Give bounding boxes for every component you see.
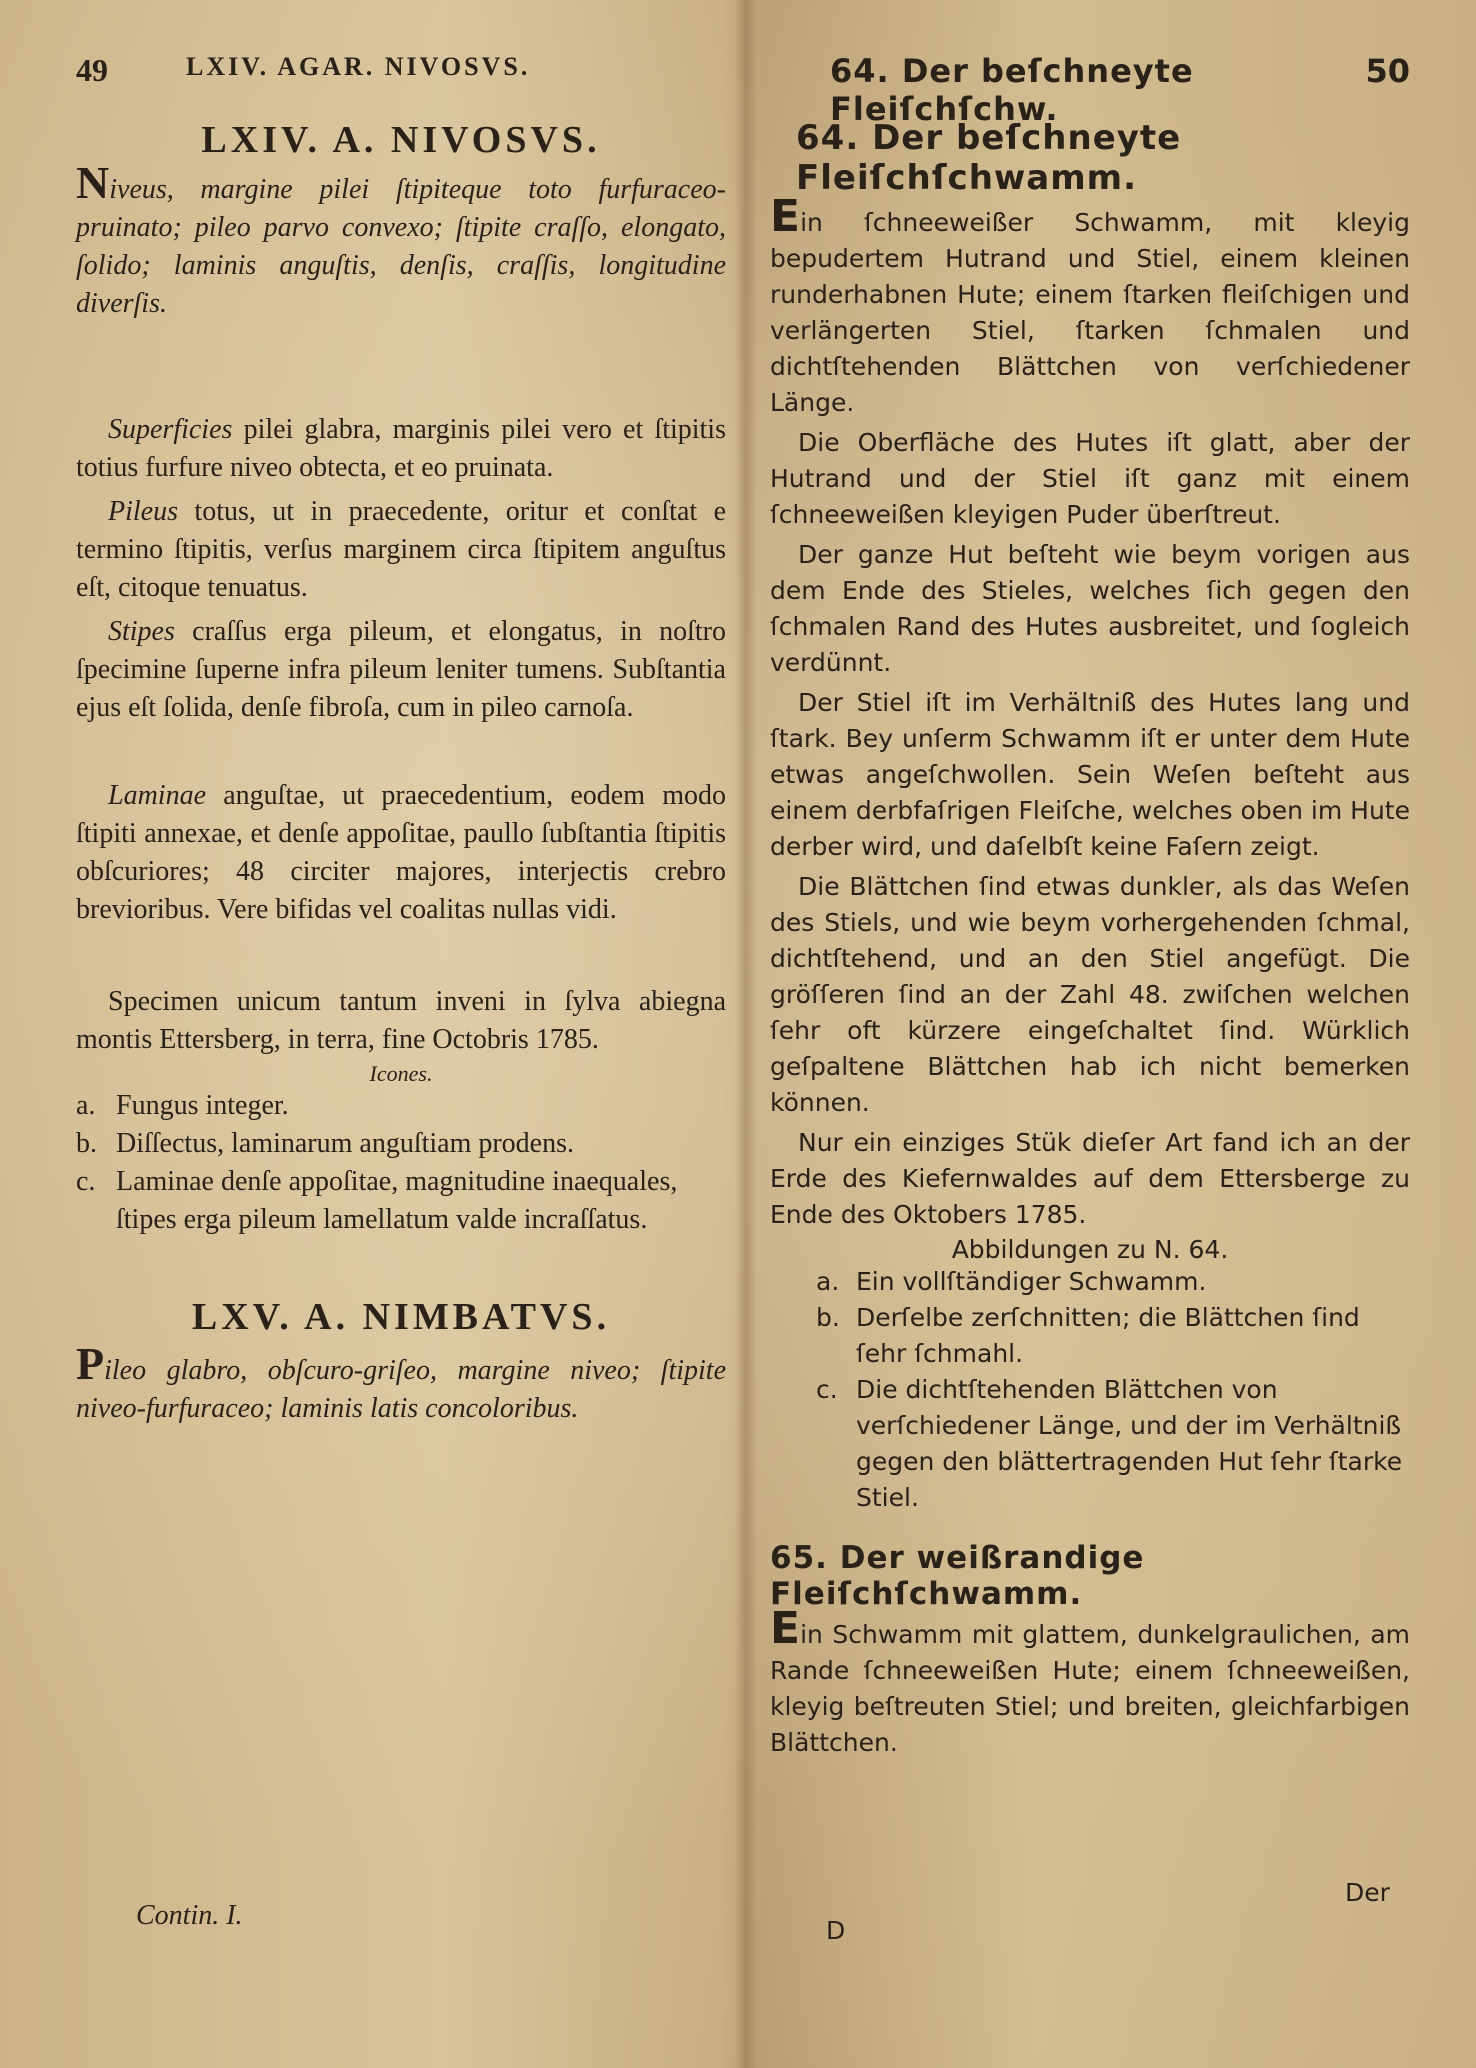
right-page-number: 50 [1365, 52, 1410, 90]
list-text: Fungus integer. [116, 1090, 289, 1121]
diagnosis-lxv [76, 1338, 726, 1428]
icones-title-german: Abbildungen zu N. 64. [951, 1235, 1229, 1264]
para-blaettchen: Die Blättchen ſind etwas dunkler, als das Weſen des Stiels, und wie beym vorhergehenden ſchmal, dichtſtehend, und an den Stiel angefügt. Die gröſſeren ſind an der Zahl 48. zwiſchen welchen ſehr oft kürzere eingeſchaltet ſind. Würklich geſpaltene Blättchen hab ich nicht bemerken können. [770, 872, 1410, 1117]
term-stipes: Stipes [108, 616, 175, 647]
diagnosis-65-german [770, 1603, 1410, 1761]
text-laminae: anguſtae, ut praecedentium, eodem modo ſtipiti annexae, et denſe appoſitae, paullo ſubſtantia ſtipitis obſcuriores; 48 circiter majores, interjectis crebro brevioribus. Vere bifidas vel coalitas nullas vidi. [76, 780, 726, 925]
left-running-title: LXIV. AGAR. NIVOSVS. [186, 52, 531, 81]
list-letter: b. [816, 1303, 840, 1332]
para-stiel: Der Stiel iſt im Verhältniß des Hutes lang und ſtark. Bey unſerm Schwamm iſt er unter dem Hute etwas angeſchwollen. Sein Weſen beſteht aus einem derbfaſrigen Fleiſche, welches oben im Hute derber wird, und daſelbſt keine Faſern zeigt. [770, 688, 1410, 861]
list-item [76, 1125, 726, 1163]
para-pileus [76, 493, 726, 607]
para-fundort: Nur ein einziges Stük dieſer Art fand ich an der Erde des Kiefernwaldes auf dem Ettersberge zu Ende des Oktobers 1785. [770, 1128, 1410, 1229]
list-item [816, 1300, 1410, 1372]
list-text: Ein vollſtändiger Schwamm. [856, 1267, 1207, 1296]
list-item [76, 1087, 726, 1125]
list-item [816, 1264, 1410, 1300]
text-superficies: pilei glabra, marginis pilei vero et ſtipitis totius furfure niveo obtecta, et eo pruinata. [76, 414, 726, 483]
list-text: Derſelbe zerſchnitten; die Blättchen ſind ſehr ſchmahl. [856, 1303, 1360, 1368]
list-letter: b. [76, 1128, 97, 1159]
left-page-number: 49 [76, 52, 108, 88]
right-text-block [770, 118, 1410, 1761]
page-gutter [735, 0, 757, 2068]
dropcap-p: P [76, 1338, 105, 1389]
text-pileus: totus, ut in praecedente, oritur et conſtat e termino ſtipitis, verſus marginem circa ſtipitem anguſtus eſt, citoque tenuatus. [76, 496, 726, 603]
term-pileus: Pileus [108, 496, 178, 527]
dropcap-e: E [770, 191, 801, 242]
list-text: Laminae denſe appoſitae, magnitudine inaequales, ſtipes erga pileum lamellatum valde incraſſatus. [116, 1166, 678, 1235]
diagnosis-64-german [770, 191, 1410, 421]
signature-mark: D [826, 1916, 846, 1945]
text-stipes: craſſus erga pileum, et elongatus, in noſtro ſpecimine ſuperne infra pileum leniter tumens. Subſtantia ejus eſt ſolida, denſe fibroſa, cum in pileo carnoſa. [76, 616, 726, 723]
icones-list-german [770, 1264, 1410, 1516]
dropcap-e-65: E [770, 1603, 801, 1654]
heading-lxiv: LXIV. A. NIVOSVS. [201, 119, 601, 161]
term-superficies: Superficies [108, 414, 233, 445]
list-letter: c. [816, 1375, 838, 1404]
right-running-title: 64. Der beſchneyte Fleiſchſchw. [830, 52, 1194, 128]
para-stipes [76, 613, 726, 727]
heading-64-german: 64. Der beſchneyte Fleiſchſchwamm. [796, 118, 1182, 198]
list-text: Die dichtſtehenden Blättchen von verſchiedener Länge, und der im Verhältniß gegen den blättertragenden Hut ſehr ſtarke Stiel. [856, 1375, 1403, 1512]
list-item [816, 1372, 1410, 1516]
heading-lxv: LXV. A. NIMBATVS. [191, 1296, 611, 1338]
diagnosis-lxiv [76, 157, 726, 323]
para-laminae [76, 777, 726, 929]
list-letter: a. [76, 1090, 96, 1121]
catchword: Der [1345, 1878, 1390, 1907]
icones-title-latin: Icones. [369, 1061, 433, 1086]
para-specimen: Specimen unicum tantum inveni in ſylva abiegna montis Ettersberg, in terra, fine Octobris 1785. [76, 986, 726, 1055]
heading-65-german: 65. Der weißrandige Fleiſchſchwamm. [770, 1540, 1145, 1612]
para-hut: Der ganze Hut beſteht wie beym vorigen aus dem Ende des Stieles, welches ſich gegen den ſchmalen Rand des Hutes ausbreitet, und ſogleich verdünnt. [770, 540, 1410, 677]
left-text-block [76, 118, 726, 1428]
icones-list-latin [76, 1087, 726, 1239]
para-superficies [76, 411, 726, 487]
footer-contin: Contin. I. [136, 1900, 243, 1931]
list-text: Diſſectus, laminarum anguſtiam prodens. [116, 1128, 575, 1159]
diagnosis-lxiv-text: iveus, margine pilei ſtipiteque toto furfuraceo-pruinato; pileo parvo convexo; ſtipite craſſo, elongato, ſolido; laminis anguſtis, denſis, craſſis, longitudine diverſis. [76, 174, 726, 319]
dropcap-n: N [76, 157, 110, 208]
para-oberflaeche: Die Oberfläche des Hutes iſt glatt, aber der Hutrand und der Stiel iſt ganz mit einem ſchneeweißen kleyigen Puder überſtreut. [770, 428, 1410, 529]
list-item [76, 1163, 726, 1239]
diagnosis-64-german-text: in ſchneeweißer Schwamm, mit kleyig bepudertem Hutrand und Stiel, einem kleinen runderhabnen Hute; einem ſtarken fleiſchigen und verlängerten Stiel, ſtarken ſchmalen und dichtſtehenden Blättchen von verſchiedener Länge. [770, 208, 1410, 417]
list-letter: c. [76, 1166, 96, 1197]
diagnosis-65-german-text: in Schwamm mit glattem, dunkelgraulichen, am Rande ſchneeweißen Hute; einem ſchneeweißen, kleyig beſtreuten Stiel; und breiten, gleichfarbigen Blättchen. [770, 1620, 1410, 1757]
term-laminae: Laminae [108, 780, 206, 811]
list-letter: a. [816, 1267, 840, 1296]
diagnosis-lxv-text: ileo glabro, obſcuro-griſeo, margine niveo; ſtipite niveo-furfuraceo; laminis latis concoloribus. [76, 1355, 726, 1424]
